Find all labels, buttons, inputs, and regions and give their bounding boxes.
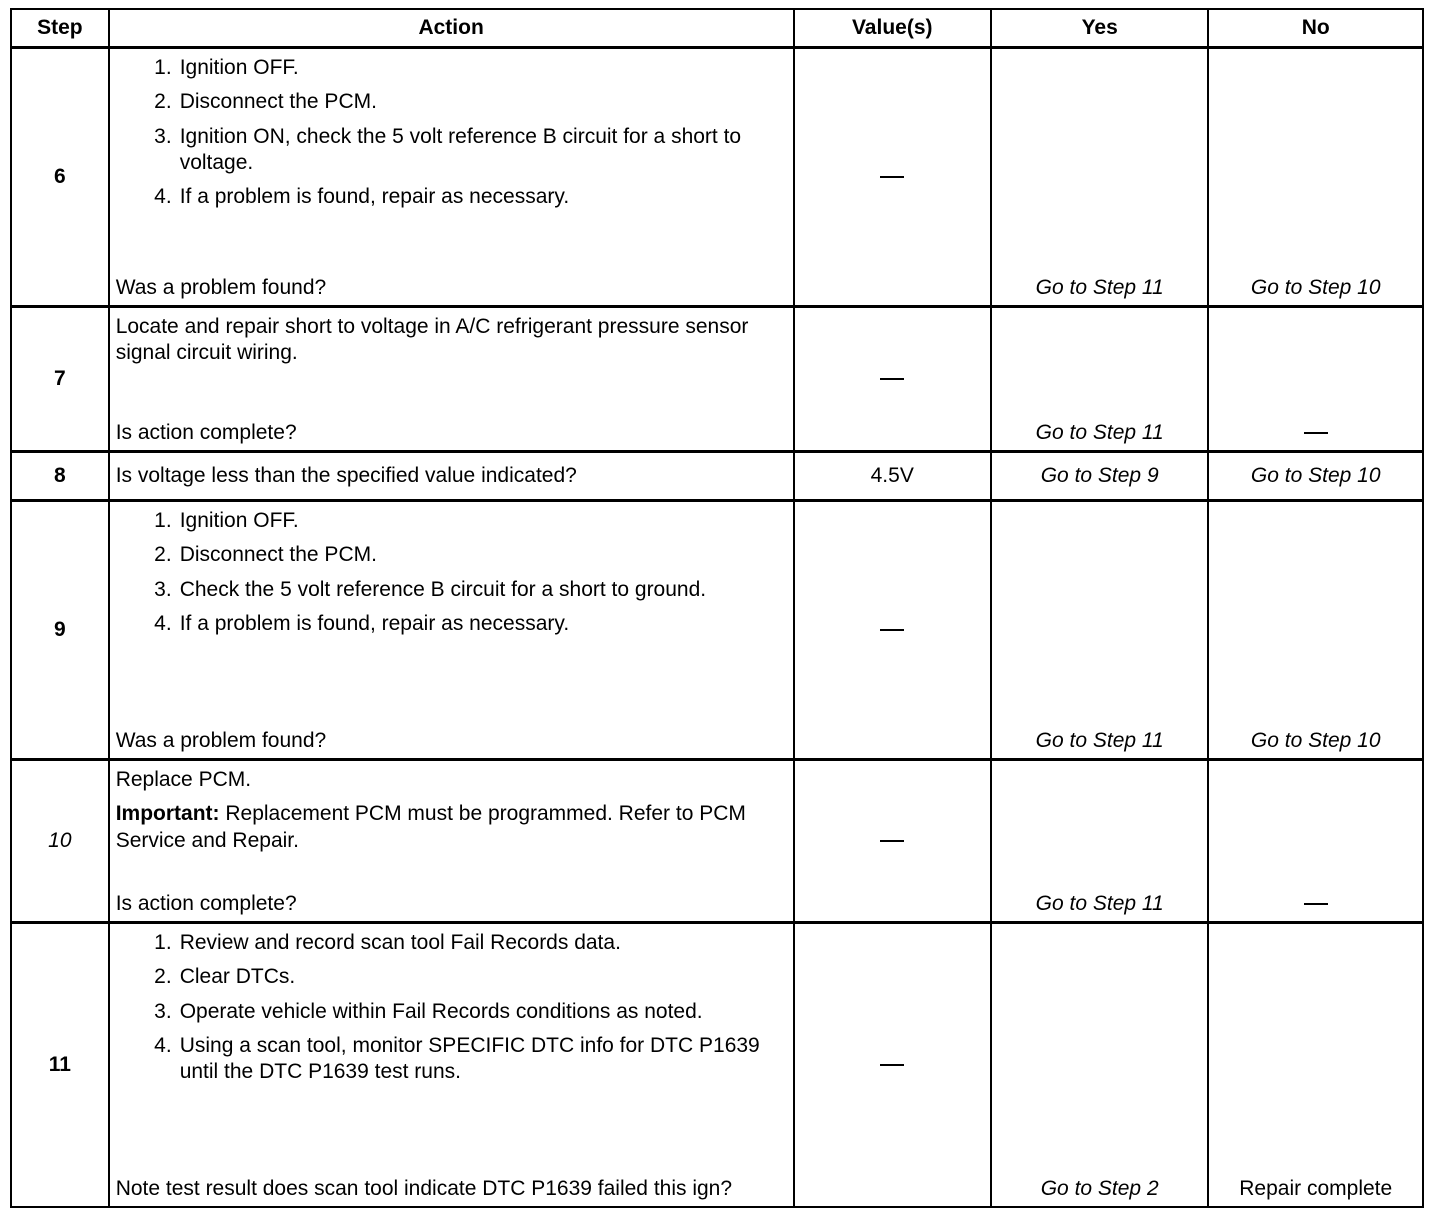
- step-number: 11: [11, 923, 109, 1208]
- diagnostic-table: [10, 8, 1424, 1208]
- table-row: [11, 760, 1423, 923]
- value-cell: [794, 923, 991, 1208]
- empty-dash: [880, 176, 904, 178]
- table-row: [11, 48, 1423, 307]
- value-cell: [794, 307, 991, 452]
- list-item: 2. Disconnect the PCM.: [154, 543, 377, 567]
- list-item: 3. Ignition ON, check the 5 volt reference B circuit for a short to voltage.: [154, 124, 742, 174]
- empty-dash: [880, 629, 904, 631]
- step-number: 10: [11, 760, 109, 923]
- yes-cell: Go to Step 11: [991, 501, 1209, 760]
- list-item: 1. Ignition OFF.: [154, 56, 299, 79]
- no-cell: Go to Step 10: [1208, 48, 1423, 307]
- yes-cell: Go to Step 11: [991, 48, 1209, 307]
- yes-cell: Go to Step 11: [991, 760, 1209, 923]
- no-cell: [1208, 760, 1423, 923]
- no-cell: [1208, 307, 1423, 452]
- table-row: [11, 452, 1423, 501]
- value-cell: [794, 501, 991, 760]
- important-label: Important:: [115, 802, 220, 826]
- action-text: Locate and repair short to voltage in A/C refrigerant pressure sensor signal circuit wiring.: [115, 315, 749, 365]
- step-number: 7: [11, 307, 109, 452]
- no-cell: Go to Step 10: [1208, 501, 1423, 760]
- empty-dash: [880, 1064, 904, 1066]
- no-cell: Repair complete: [1208, 923, 1423, 1208]
- action-cell: [109, 760, 794, 923]
- empty-dash: [880, 378, 904, 380]
- list-item: 1. Ignition OFF.: [154, 509, 299, 532]
- header-value: Value(s): [794, 9, 991, 48]
- empty-dash: [1304, 432, 1328, 434]
- list-item: 1. Review and record scan tool Fail Records data.: [154, 931, 621, 954]
- value-cell: [794, 48, 991, 307]
- action-list: [116, 930, 785, 1093]
- table-row: [11, 923, 1423, 1208]
- step-number: 6: [11, 48, 109, 307]
- list-item: 4. Using a scan tool, monitor SPECIFIC DTC info for DTC P1639 until the DTC P1639 test runs.: [154, 1033, 760, 1083]
- action-cell: [109, 501, 794, 760]
- no-cell: Go to Step 10: [1208, 452, 1423, 501]
- action-cell: [109, 307, 794, 452]
- header-row: [11, 9, 1423, 48]
- yes-cell: Go to Step 9: [991, 452, 1209, 501]
- action-question: Was a problem found?: [115, 275, 327, 299]
- action-question: Is action complete?: [115, 420, 297, 444]
- action-question: Is voltage less than the specified value indicated?: [115, 463, 577, 487]
- empty-dash: [880, 840, 904, 842]
- action-question: Was a problem found?: [115, 728, 327, 752]
- value-cell: 4.5V: [794, 452, 991, 501]
- action-cell: [109, 923, 794, 1208]
- table-row: [11, 307, 1423, 452]
- step-number: 9: [11, 501, 109, 760]
- action-cell: [109, 452, 794, 501]
- header-no: No: [1208, 9, 1423, 48]
- value-cell: [794, 760, 991, 923]
- important-note: [116, 801, 785, 854]
- action-text: Replace PCM.: [115, 768, 252, 791]
- action-question: Note test result does scan tool indicate DTC P1639 failed this ign?: [115, 1176, 733, 1200]
- header-step: Step: [11, 9, 109, 48]
- step-number: 8: [11, 452, 109, 501]
- header-yes: Yes: [991, 9, 1209, 48]
- list-item: 4. If a problem is found, repair as necessary.: [154, 611, 570, 635]
- action-list: [116, 508, 785, 645]
- list-item: 2. Disconnect the PCM.: [154, 90, 377, 114]
- action-question: Is action complete?: [115, 891, 297, 915]
- action-list: [116, 55, 785, 218]
- table-row: [11, 501, 1423, 760]
- yes-cell: Go to Step 11: [991, 307, 1209, 452]
- header-action: Action: [109, 9, 794, 48]
- yes-cell: Go to Step 2: [991, 923, 1209, 1208]
- list-item: 3. Operate vehicle within Fail Records conditions as noted.: [154, 999, 703, 1023]
- action-cell: [109, 48, 794, 307]
- list-item: 2. Clear DTCs.: [154, 965, 296, 989]
- important-text: Replacement PCM must be programmed. Refer to PCM Service and Repair.: [115, 802, 746, 852]
- empty-dash: [1304, 903, 1328, 905]
- list-item: 4. If a problem is found, repair as necessary.: [154, 185, 570, 208]
- list-item: 3. Check the 5 volt reference B circuit for a short to ground.: [154, 577, 707, 601]
